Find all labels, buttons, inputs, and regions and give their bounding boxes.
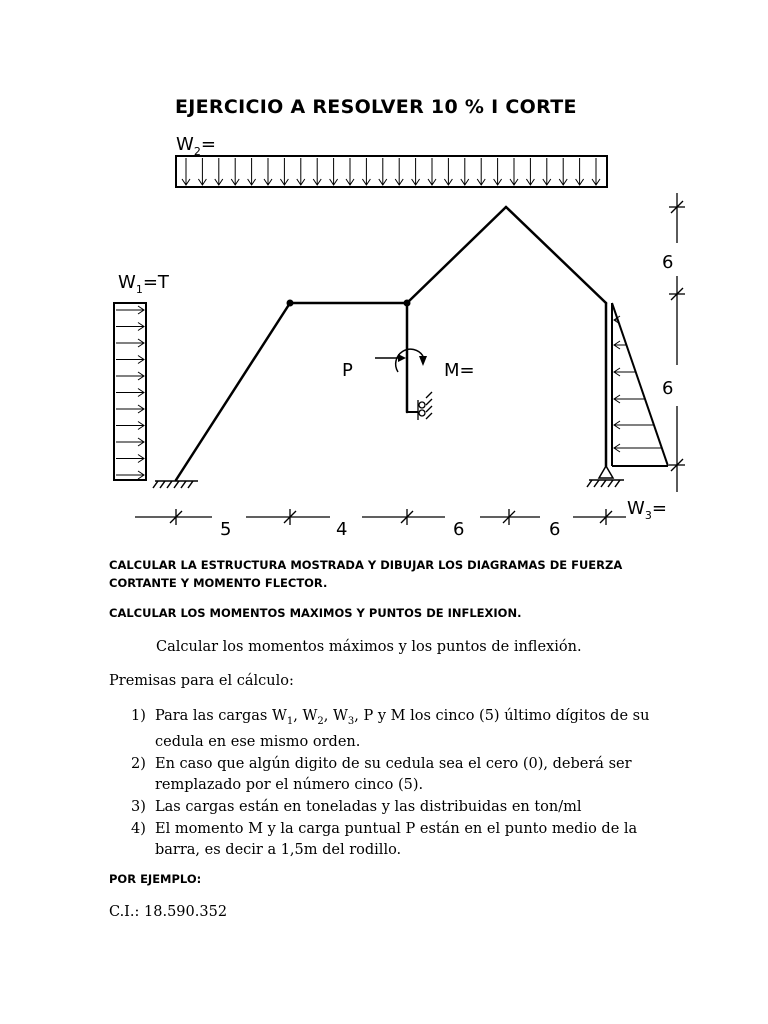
down-arrow-icon [592, 158, 600, 185]
left-arrow-icon [614, 368, 636, 376]
down-arrow-icon [231, 158, 239, 185]
left-arrow-icon [614, 395, 645, 403]
right-arrow-icon [116, 422, 144, 430]
w2-label: $W_2=$ [176, 134, 216, 158]
p-label: P [342, 360, 353, 381]
height-label-2: 6 [662, 378, 674, 399]
m-label: M= [444, 360, 475, 381]
list-item: 2) En caso que algún digito de su cedula sea el cero (0), deberá ser remplazado por el número cinco (5). [131, 755, 632, 793]
w2-distributed-load [176, 156, 607, 187]
p-load-arrow [375, 354, 406, 362]
down-arrow-icon [543, 158, 551, 185]
hinge-node-left [287, 300, 294, 307]
down-arrow-icon [182, 158, 190, 185]
down-arrow-icon [461, 158, 469, 185]
roller-support [407, 392, 432, 420]
span-label-3: 6 [453, 519, 465, 540]
down-arrow-icon [576, 158, 584, 185]
down-arrow-icon [559, 158, 567, 185]
w3-triangular-load [612, 303, 668, 466]
fixed-support-left [153, 481, 198, 488]
right-arrow-icon [116, 455, 144, 463]
down-arrow-icon [362, 158, 370, 185]
premises-list [131, 706, 651, 862]
down-arrow-icon [379, 158, 387, 185]
pin-support-right [587, 466, 624, 487]
list-item: 3) Las cargas están en toneladas y las distribuidas en ton/ml [131, 798, 582, 815]
right-arrow-icon [116, 389, 144, 397]
down-arrow-icon [444, 158, 452, 185]
ci-example: C.I.: 18.590.352 [109, 904, 228, 920]
down-arrow-icon [428, 158, 436, 185]
span-label-1: 5 [220, 519, 232, 540]
hinge-node-right [404, 300, 411, 307]
instruction-2: CALCULAR LOS MOMENTOS MAXIMOS Y PUNTOS DE INFLEXION. [109, 606, 522, 620]
page-title: EJERCICIO A RESOLVER 10 % I CORTE [175, 96, 577, 118]
span-label-2: 4 [336, 519, 348, 540]
frame [176, 207, 606, 480]
span-label-4: 6 [549, 519, 561, 540]
right-arrow-icon [116, 339, 144, 347]
vertical-dimensions [669, 193, 685, 492]
down-arrow-icon [264, 158, 272, 185]
height-label-1: 6 [662, 252, 674, 273]
right-arrow-icon [116, 323, 144, 331]
premisas-heading: Premisas para el cálculo: [109, 673, 294, 689]
list-item: 1) Para las cargas $W_1$, $W_2$, $W_3$, P y M los cinco (5) último dígitos de su cedula en ese mismo orden. [131, 708, 650, 750]
right-arrow-icon [116, 438, 144, 446]
calc-sentence: Calcular los momentos máximos y los puntos de inflexión. [156, 639, 582, 655]
down-arrow-icon [510, 158, 518, 185]
down-arrow-icon [248, 158, 256, 185]
down-arrow-icon [198, 158, 206, 185]
down-arrow-icon [313, 158, 321, 185]
down-arrow-icon [280, 158, 288, 185]
w1-distributed-load [114, 303, 146, 480]
w1-label: $W_1=T$ [118, 272, 169, 296]
right-arrow-icon [116, 372, 144, 380]
instruction-1: CALCULAR LA ESTRUCTURA MOSTRADA Y DIBUJAR LOS DIAGRAMAS DE FUERZA CORTANTE Y MOMENTO FLECTOR. [109, 558, 623, 590]
down-arrow-icon [346, 158, 354, 185]
down-arrow-icon [297, 158, 305, 185]
right-arrow-icon [116, 356, 144, 364]
right-arrow-icon [116, 471, 144, 479]
left-arrow-icon [614, 444, 662, 452]
down-arrow-icon [395, 158, 403, 185]
down-arrow-icon [526, 158, 534, 185]
right-arrow-icon [116, 405, 144, 413]
ejemplo-heading: POR EJEMPLO: [109, 872, 202, 886]
left-arrow-icon [614, 421, 654, 429]
down-arrow-icon [215, 158, 223, 185]
down-arrow-icon [477, 158, 485, 185]
list-item: 4) El momento M y la carga puntual P están en el punto medio de la barra, es decir a 1,5m del rodillo. [131, 820, 638, 858]
down-arrow-icon [494, 158, 502, 185]
right-arrow-icon [116, 306, 144, 314]
w3-label: $W_3=$ [627, 498, 667, 522]
down-arrow-icon [412, 158, 420, 185]
down-arrow-icon [330, 158, 338, 185]
